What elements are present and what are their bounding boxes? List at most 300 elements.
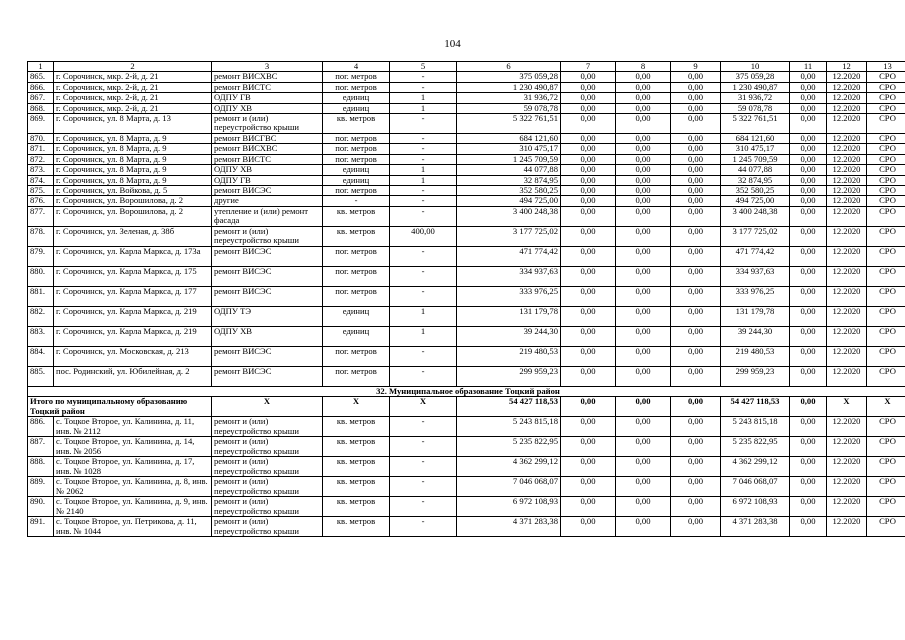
column-number: 7: [561, 62, 616, 72]
table-cell: 0,00: [616, 186, 671, 196]
table-cell: ремонт ВИСЭС: [212, 186, 323, 196]
table-cell: 1 230 490,87: [721, 82, 790, 92]
total-cell: X: [323, 397, 390, 417]
table-cell: г. Сорочинск, ул. Ворошилова, д. 2: [54, 206, 212, 226]
table-cell: 0,00: [671, 103, 721, 113]
table-cell: 684 121,60: [721, 134, 790, 144]
table-cell: 0,00: [671, 186, 721, 196]
table-cell: 12.2020: [827, 497, 867, 517]
table-cell: 12.2020: [827, 144, 867, 154]
column-number: 8: [616, 62, 671, 72]
table-cell: 0,00: [561, 246, 616, 266]
table-cell: 0,00: [616, 154, 671, 164]
table-cell: 0,00: [671, 206, 721, 226]
table-cell: 12.2020: [827, 326, 867, 346]
table-cell: СРО: [867, 175, 905, 185]
table-cell: г. Сорочинск, ул. 8 Марта, д. 9: [54, 175, 212, 185]
table-cell: г. Сорочинск, мкр. 2-й, д. 21: [54, 82, 212, 92]
table-cell: 12.2020: [827, 517, 867, 537]
table-cell: 0,00: [616, 457, 671, 477]
table-cell: г. Сорочинск, мкр. 2-й, д. 21: [54, 93, 212, 103]
table-cell: кв. метров: [323, 417, 390, 437]
table-cell: 684 121,60: [457, 134, 561, 144]
table-cell: 1: [390, 175, 457, 185]
table-cell: 1 230 490,87: [457, 82, 561, 92]
table-cell: 12.2020: [827, 266, 867, 286]
table-cell: 0,00: [790, 114, 827, 134]
table-cell: 0,00: [671, 165, 721, 175]
table-cell: 0,00: [671, 286, 721, 306]
table-cell: 0,00: [790, 477, 827, 497]
column-number: 4: [323, 62, 390, 72]
column-number-row: [28, 62, 905, 72]
table-cell: пог. метров: [323, 72, 390, 82]
table-row: [28, 417, 905, 437]
table-cell: 0,00: [671, 175, 721, 185]
table-cell: 12.2020: [827, 417, 867, 437]
table-cell: 0,00: [561, 103, 616, 113]
table-cell: 0,00: [561, 226, 616, 246]
table-cell: 0,00: [671, 366, 721, 386]
table-cell: 0,00: [616, 246, 671, 266]
table-cell: единиц: [323, 165, 390, 175]
table-row: [28, 72, 905, 82]
table-cell: ремонт ВИСХВС: [212, 72, 323, 82]
table-cell: 334 937,63: [457, 266, 561, 286]
table-cell: ремонт и (или) переустройство крыши: [212, 457, 323, 477]
table-cell: ремонт ВИСТС: [212, 82, 323, 92]
table-row: [28, 206, 905, 226]
table-cell: 44 077,88: [457, 165, 561, 175]
table-cell: 12.2020: [827, 366, 867, 386]
table-cell: 0,00: [616, 226, 671, 246]
table-cell: единиц: [323, 306, 390, 326]
table-cell: 12.2020: [827, 134, 867, 144]
table-cell: г. Сорочинск, ул. 8 Марта, д. 9: [54, 144, 212, 154]
table-cell: СРО: [867, 497, 905, 517]
table-row: [28, 326, 905, 346]
table-cell: 352 580,25: [721, 186, 790, 196]
table-cell: 5 235 822,95: [457, 437, 561, 457]
table-cell: 471 774,42: [457, 246, 561, 266]
table-cell: СРО: [867, 306, 905, 326]
column-number: 10: [721, 62, 790, 72]
table-cell: 0,00: [616, 477, 671, 497]
table-cell: г. Сорочинск, ул. 8 Марта, д. 9: [54, 134, 212, 144]
table-cell: 0,00: [790, 417, 827, 437]
table-cell: СРО: [867, 346, 905, 366]
table-row: [28, 497, 905, 517]
table-cell: 0,00: [671, 134, 721, 144]
table-row: [28, 196, 905, 206]
table-row: [28, 93, 905, 103]
table-cell: пог. метров: [323, 144, 390, 154]
table-cell: 12.2020: [827, 196, 867, 206]
table-cell: СРО: [867, 186, 905, 196]
table-cell: 0,00: [671, 114, 721, 134]
table-cell: 0,00: [671, 246, 721, 266]
table-cell: 885.: [28, 366, 54, 386]
table-cell: 0,00: [790, 457, 827, 477]
table-cell: г. Сорочинск, ул. Зеленая, д. 38б: [54, 226, 212, 246]
column-number: 1: [28, 62, 54, 72]
column-number: 3: [212, 62, 323, 72]
table-cell: 5 243 815,18: [457, 417, 561, 437]
table-cell: 875.: [28, 186, 54, 196]
table-cell: 0,00: [671, 144, 721, 154]
table-cell: 0,00: [561, 517, 616, 537]
table-cell: ОДПУ ХВ: [212, 326, 323, 346]
table-cell: 494 725,00: [721, 196, 790, 206]
table-cell: 870.: [28, 134, 54, 144]
table-cell: 375 059,28: [721, 72, 790, 82]
table-cell: СРО: [867, 517, 905, 537]
table-cell: 333 976,25: [721, 286, 790, 306]
table-cell: -: [390, 497, 457, 517]
table-cell: 0,00: [561, 437, 616, 457]
table-cell: ОДПУ ХВ: [212, 103, 323, 113]
column-number: 2: [54, 62, 212, 72]
table-cell: 4 371 283,38: [721, 517, 790, 537]
table-cell: 12.2020: [827, 246, 867, 266]
table-cell: 0,00: [790, 93, 827, 103]
table-cell: 299 959,23: [721, 366, 790, 386]
table-cell: ОДПУ ХВ: [212, 165, 323, 175]
table-cell: 0,00: [561, 286, 616, 306]
table-cell: 400,00: [390, 226, 457, 246]
table-cell: с. Тоцкое Второе, ул. Калинина, д. 8, инв. № 2062: [54, 477, 212, 497]
table-cell: 299 959,23: [457, 366, 561, 386]
table-cell: 865.: [28, 72, 54, 82]
page-number: 104: [444, 38, 461, 50]
table-cell: 4 362 299,12: [721, 457, 790, 477]
table-cell: 12.2020: [827, 72, 867, 82]
table-cell: СРО: [867, 246, 905, 266]
table-cell: 0,00: [616, 326, 671, 346]
total-cell: X: [867, 397, 905, 417]
table-cell: 0,00: [616, 103, 671, 113]
table-cell: -: [390, 517, 457, 537]
table-cell: 0,00: [671, 226, 721, 246]
table-cell: 876.: [28, 196, 54, 206]
section-row: [28, 386, 905, 396]
table-cell: ремонт ВИСХВС: [212, 144, 323, 154]
table-cell: г. Сорочинск, ул. Карла Маркса, д. 173а: [54, 246, 212, 266]
table-row: [28, 226, 905, 246]
table-row: [28, 477, 905, 497]
table-cell: 882.: [28, 306, 54, 326]
table-cell: 0,00: [790, 206, 827, 226]
table-cell: с. Тоцкое Второе, ул. Калинина, д. 17, инв. № 1028: [54, 457, 212, 477]
table-cell: г. Сорочинск, ул. 8 Марта, д. 13: [54, 114, 212, 134]
table-cell: ремонт и (или) переустройство крыши: [212, 417, 323, 437]
table-cell: -: [390, 437, 457, 457]
table-cell: 868.: [28, 103, 54, 113]
table-cell: кв. метров: [323, 114, 390, 134]
table-cell: 44 077,88: [721, 165, 790, 175]
table-cell: СРО: [867, 154, 905, 164]
table-cell: 0,00: [616, 517, 671, 537]
table-cell: СРО: [867, 457, 905, 477]
table-cell: г. Сорочинск, ул. Ворошилова, д. 2: [54, 196, 212, 206]
table-cell: 4 371 283,38: [457, 517, 561, 537]
table-cell: 12.2020: [827, 93, 867, 103]
table-cell: 0,00: [561, 326, 616, 346]
table-cell: 0,00: [671, 82, 721, 92]
table-cell: 0,00: [790, 517, 827, 537]
table-cell: 1 245 709,59: [457, 154, 561, 164]
table-cell: 0,00: [790, 175, 827, 185]
table-cell: 471 774,42: [721, 246, 790, 266]
table-cell: 7 046 068,07: [457, 477, 561, 497]
table-cell: 888.: [28, 457, 54, 477]
total-cell: X: [212, 397, 323, 417]
table-row: [28, 366, 905, 386]
table-cell: 12.2020: [827, 175, 867, 185]
table-cell: 889.: [28, 477, 54, 497]
table-cell: ОДПУ ТЭ: [212, 306, 323, 326]
table-cell: СРО: [867, 417, 905, 437]
table-cell: 5 322 761,51: [721, 114, 790, 134]
table-cell: 0,00: [561, 306, 616, 326]
table-cell: 0,00: [790, 266, 827, 286]
table-cell: 3 177 725,02: [721, 226, 790, 246]
table-row: [28, 346, 905, 366]
table-cell: 0,00: [561, 114, 616, 134]
total-label: Итого по муниципальному образованию Тоцкий район: [28, 397, 212, 417]
total-cell: 54 427 118,53: [721, 397, 790, 417]
total-cell: X: [390, 397, 457, 417]
table-cell: 0,00: [671, 346, 721, 366]
table-cell: единиц: [323, 326, 390, 346]
table-cell: 0,00: [561, 266, 616, 286]
total-cell: 0,00: [671, 397, 721, 417]
table-cell: 0,00: [671, 497, 721, 517]
table-body: [28, 62, 905, 537]
table-cell: 0,00: [616, 144, 671, 154]
table-cell: 0,00: [561, 366, 616, 386]
table-cell: 0,00: [616, 93, 671, 103]
table-row: [28, 103, 905, 113]
table-cell: ремонт и (или) переустройство крыши: [212, 437, 323, 457]
table-cell: 0,00: [616, 114, 671, 134]
table-cell: 0,00: [616, 497, 671, 517]
table-cell: 0,00: [671, 266, 721, 286]
table-cell: 12.2020: [827, 82, 867, 92]
table-cell: 0,00: [671, 72, 721, 82]
section-title: 32. Муниципальное образование Тоцкий район: [28, 386, 905, 396]
table-cell: -: [390, 417, 457, 437]
table-row: [28, 144, 905, 154]
table-cell: 0,00: [671, 306, 721, 326]
table-cell: другие: [212, 196, 323, 206]
table-cell: 375 059,28: [457, 72, 561, 82]
total-row: [28, 397, 905, 417]
table-cell: с. Тоцкое Второе, ул. Калинина, д. 9, инв. № 2140: [54, 497, 212, 517]
table-cell: 3 400 248,38: [457, 206, 561, 226]
table-cell: СРО: [867, 437, 905, 457]
table-cell: ОДПУ ГВ: [212, 93, 323, 103]
table-cell: СРО: [867, 477, 905, 497]
table-cell: пог. метров: [323, 366, 390, 386]
table-cell: -: [390, 196, 457, 206]
column-number: 12: [827, 62, 867, 72]
table-cell: 0,00: [561, 82, 616, 92]
table-cell: 0,00: [671, 154, 721, 164]
table-cell: 0,00: [561, 417, 616, 437]
table-cell: г. Сорочинск, мкр. 2-й, д. 21: [54, 103, 212, 113]
table-cell: 0,00: [790, 346, 827, 366]
table-cell: 0,00: [671, 457, 721, 477]
table-row: [28, 134, 905, 144]
table-cell: с. Тоцкое Второе, ул. Петрикова, д. 11, инв. № 1044: [54, 517, 212, 537]
table-cell: 0,00: [561, 165, 616, 175]
table-cell: СРО: [867, 286, 905, 306]
table-cell: -: [390, 366, 457, 386]
table-cell: -: [390, 346, 457, 366]
table-cell: 880.: [28, 266, 54, 286]
table-cell: 0,00: [671, 517, 721, 537]
table-cell: СРО: [867, 196, 905, 206]
table-cell: СРО: [867, 366, 905, 386]
table-cell: 0,00: [616, 196, 671, 206]
table-cell: СРО: [867, 206, 905, 226]
table-cell: ремонт и (или) переустройство крыши: [212, 497, 323, 517]
table-cell: 12.2020: [827, 206, 867, 226]
table-cell: 869.: [28, 114, 54, 134]
table-cell: 0,00: [561, 175, 616, 185]
table-cell: 0,00: [561, 346, 616, 366]
table-cell: 0,00: [561, 497, 616, 517]
table-cell: г. Сорочинск, ул. 8 Марта, д. 9: [54, 154, 212, 164]
table-cell: 333 976,25: [457, 286, 561, 306]
table-cell: 866.: [28, 82, 54, 92]
table-cell: 59 078,78: [721, 103, 790, 113]
table-cell: пог. метров: [323, 246, 390, 266]
table-cell: кв. метров: [323, 517, 390, 537]
table-cell: 0,00: [790, 306, 827, 326]
table-cell: 12.2020: [827, 346, 867, 366]
table-cell: 0,00: [671, 326, 721, 346]
table-cell: г. Сорочинск, мкр. 2-й, д. 21: [54, 72, 212, 82]
table-cell: -: [390, 266, 457, 286]
table-cell: 0,00: [790, 437, 827, 457]
table-row: [28, 286, 905, 306]
table-row: [28, 266, 905, 286]
table-cell: -: [390, 82, 457, 92]
table-cell: 0,00: [561, 186, 616, 196]
table-cell: 0,00: [790, 366, 827, 386]
table-cell: СРО: [867, 114, 905, 134]
table-cell: ремонт ВИСЭС: [212, 246, 323, 266]
table-cell: г. Сорочинск, ул. Карла Маркса, д. 175: [54, 266, 212, 286]
table-cell: СРО: [867, 93, 905, 103]
table-cell: СРО: [867, 134, 905, 144]
table-cell: г. Сорочинск, ул. Московская, д. 213: [54, 346, 212, 366]
table-cell: 3 177 725,02: [457, 226, 561, 246]
table-cell: -: [390, 186, 457, 196]
table-cell: 6 972 108,93: [721, 497, 790, 517]
table-row: [28, 437, 905, 457]
table-cell: 131 179,78: [721, 306, 790, 326]
table-cell: -: [390, 477, 457, 497]
table-cell: утепление и (или) ремонт фасада: [212, 206, 323, 226]
table-cell: 59 078,78: [457, 103, 561, 113]
column-number: 9: [671, 62, 721, 72]
table-cell: 0,00: [790, 286, 827, 306]
table-cell: -: [390, 457, 457, 477]
table-cell: СРО: [867, 72, 905, 82]
table-cell: 0,00: [671, 417, 721, 437]
table-cell: 0,00: [790, 226, 827, 246]
table-cell: пог. метров: [323, 346, 390, 366]
table-cell: 884.: [28, 346, 54, 366]
table-cell: 1: [390, 165, 457, 175]
table-cell: 219 480,53: [457, 346, 561, 366]
table-cell: 3 400 248,38: [721, 206, 790, 226]
table-cell: 0,00: [790, 196, 827, 206]
table-cell: ремонт и (или) переустройство крыши: [212, 226, 323, 246]
table-cell: 39 244,30: [457, 326, 561, 346]
table-cell: 0,00: [616, 306, 671, 326]
table-cell: пог. метров: [323, 82, 390, 92]
table-cell: ремонт ВИСЭС: [212, 266, 323, 286]
table-cell: -: [390, 206, 457, 226]
column-number: 11: [790, 62, 827, 72]
table-cell: кв. метров: [323, 477, 390, 497]
table-cell: 0,00: [790, 165, 827, 175]
table-cell: 0,00: [790, 103, 827, 113]
table-cell: СРО: [867, 266, 905, 286]
table-cell: 0,00: [790, 82, 827, 92]
table-cell: 0,00: [790, 72, 827, 82]
table-cell: 0,00: [616, 82, 671, 92]
table-cell: 310 475,17: [721, 144, 790, 154]
table-cell: г. Сорочинск, ул. Войкова, д. 5: [54, 186, 212, 196]
table-cell: 12.2020: [827, 186, 867, 196]
table-cell: 0,00: [790, 186, 827, 196]
total-cell: 0,00: [616, 397, 671, 417]
table-cell: 352 580,25: [457, 186, 561, 196]
table-cell: 12.2020: [827, 226, 867, 246]
table-cell: 1 245 709,59: [721, 154, 790, 164]
table-cell: 0,00: [671, 93, 721, 103]
table-cell: 12.2020: [827, 437, 867, 457]
table-cell: 4 362 299,12: [457, 457, 561, 477]
table-cell: 1: [390, 306, 457, 326]
table-cell: 1: [390, 93, 457, 103]
total-cell: 54 427 118,53: [457, 397, 561, 417]
table-cell: 12.2020: [827, 103, 867, 113]
table-cell: 0,00: [561, 72, 616, 82]
table-cell: ремонт ВИСТС: [212, 154, 323, 164]
table-cell: -: [390, 144, 457, 154]
table-cell: 0,00: [616, 165, 671, 175]
table-cell: ремонт ВИСЭС: [212, 366, 323, 386]
table-cell: пог. метров: [323, 154, 390, 164]
table-cell: 872.: [28, 154, 54, 164]
table-cell: 867.: [28, 93, 54, 103]
table-cell: 0,00: [790, 246, 827, 266]
table-cell: 877.: [28, 206, 54, 226]
table-cell: СРО: [867, 144, 905, 154]
table-cell: 878.: [28, 226, 54, 246]
table-cell: -: [323, 196, 390, 206]
table-cell: 0,00: [616, 175, 671, 185]
table-cell: 0,00: [616, 134, 671, 144]
table-cell: 0,00: [616, 366, 671, 386]
column-number: 5: [390, 62, 457, 72]
